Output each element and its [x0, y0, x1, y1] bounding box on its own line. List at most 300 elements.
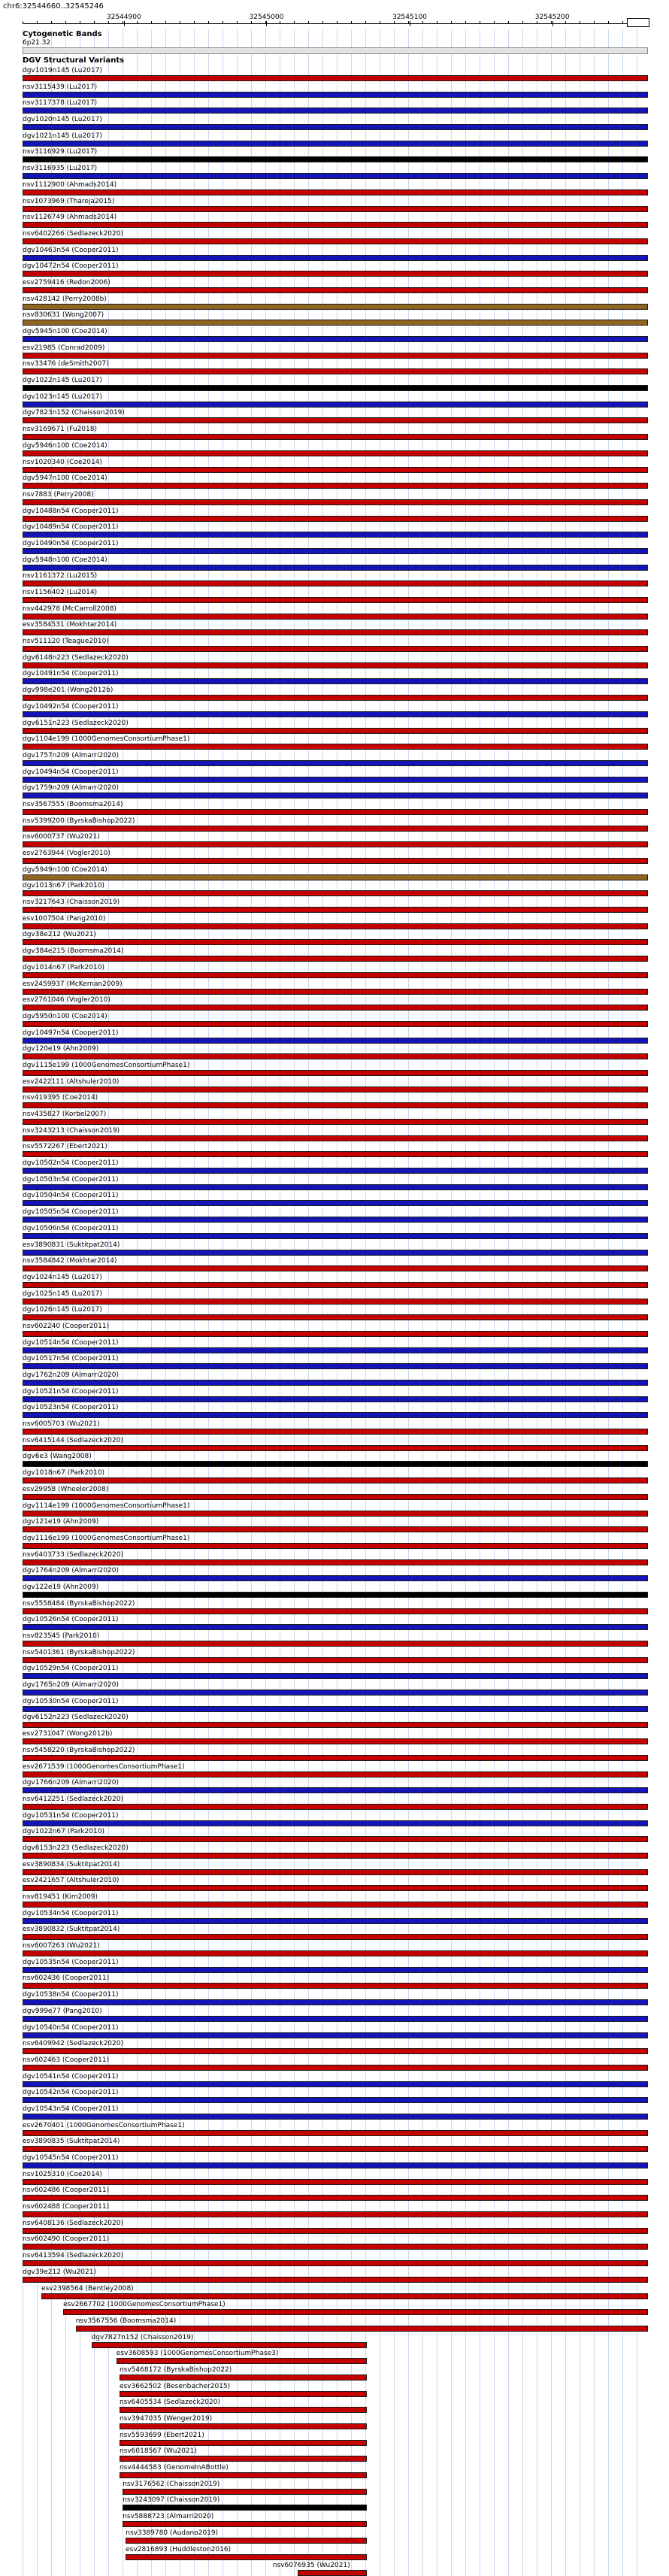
variant-bar[interactable] [23, 1396, 648, 1402]
variant-bar[interactable] [23, 1853, 648, 1859]
variant-label[interactable]: nsv823545 (Park2010) [23, 1632, 100, 1640]
variant-label[interactable]: nsv1073969 (Thareja2015) [23, 197, 115, 205]
variant-bar[interactable] [23, 1608, 648, 1614]
variant-label[interactable]: dgv6151n223 (Sedlazeck2020) [23, 719, 129, 727]
variant-label[interactable]: dgv1114e199 (1000GenomesConsortiumPhase1) [23, 1502, 190, 1510]
variant-bar[interactable] [298, 2570, 367, 2576]
variant-bar[interactable] [126, 2538, 366, 2544]
variant-label[interactable]: dgv1013n67 (Park2010) [23, 882, 105, 890]
variant-bar[interactable] [23, 1477, 648, 1483]
variant-bar[interactable] [23, 2260, 648, 2266]
variant-label[interactable]: dgv38e212 (Wu2021) [23, 931, 96, 939]
variant-bar[interactable] [23, 1363, 648, 1369]
variant-bar[interactable] [23, 1168, 648, 1174]
variant-bar[interactable] [23, 189, 648, 195]
variant-label[interactable]: nsv6403733 (Sedlazeck2020) [23, 1550, 123, 1559]
variant-label[interactable]: nsv3217643 (Chaisson2019) [23, 899, 120, 907]
variant-label[interactable]: nsv3116929 (Lu2017) [23, 148, 98, 156]
variant-label[interactable]: dgv10491n54 (Cooper2011) [23, 670, 119, 678]
variant-label[interactable]: dgv1757n209 (Almarri2020) [23, 751, 120, 759]
variant-label[interactable]: esv29958 (Wheeler2008) [23, 1485, 109, 1493]
variant-bar[interactable] [23, 2016, 648, 2022]
variant-bar[interactable] [23, 2130, 648, 2136]
variant-label[interactable]: dgv1025n145 (Lu2017) [23, 1290, 102, 1298]
variant-label[interactable]: dgv10529n54 (Cooper2011) [23, 1665, 119, 1673]
variant-bar[interactable] [126, 2554, 366, 2560]
variant-label[interactable]: dgv10505n54 (Cooper2011) [23, 1208, 119, 1217]
variant-label[interactable]: dgv1104e199 (1000GenomesConsortiumPhase1) [23, 735, 190, 744]
variant-label[interactable]: nsv3115439 (Lu2017) [23, 83, 98, 91]
variant-label[interactable]: dgv10541n54 (Cooper2011) [23, 2072, 119, 2080]
variant-label[interactable]: nsv602490 (Cooper2011) [23, 2235, 110, 2244]
variant-bar[interactable] [23, 238, 648, 244]
variant-bar[interactable] [23, 777, 648, 783]
variant-label[interactable]: nsv6405534 (Sedlazeck2020) [119, 2399, 220, 2407]
variant-label[interactable]: nsv3947035 (Wenger2019) [119, 2415, 213, 2423]
variant-bar[interactable] [23, 1690, 648, 1696]
variant-label[interactable]: dgv5950n100 (Coe2014) [23, 1012, 107, 1020]
variant-bar[interactable] [23, 320, 648, 326]
variant-label[interactable]: dgv1014n67 (Park2010) [23, 963, 105, 971]
variant-label[interactable]: dgv7827n152 (Chaisson2019) [91, 2333, 194, 2341]
variant-bar[interactable] [23, 1526, 648, 1532]
variant-label[interactable]: esv3890835 (Suktitpat2014) [23, 2138, 120, 2146]
variant-label[interactable]: dgv10506n54 (Cooper2011) [23, 1224, 119, 1232]
variant-label[interactable]: nsv602488 (Cooper2011) [23, 2203, 110, 2211]
variant-label[interactable]: nsv5399200 (ByrskaBishop2022) [23, 817, 135, 825]
variant-label[interactable]: nsv602463 (Cooper2011) [23, 2056, 110, 2064]
variant-bar[interactable] [23, 417, 648, 423]
variant-bar[interactable] [23, 1592, 648, 1598]
variant-bar[interactable] [23, 1543, 648, 1549]
variant-label[interactable]: nsv6409942 (Sedlazeck2020) [23, 2040, 123, 2048]
variant-label[interactable]: dgv1018n67 (Park2010) [23, 1469, 105, 1477]
variant-bar[interactable] [23, 499, 648, 505]
variant-bar[interactable] [23, 989, 648, 995]
variant-bar[interactable] [23, 2277, 648, 2283]
variant-bar[interactable] [23, 2179, 648, 2185]
variant-bar[interactable] [92, 2342, 367, 2348]
variant-bar[interactable] [23, 874, 648, 880]
variant-bar[interactable] [23, 368, 648, 374]
variant-label[interactable]: nsv4444583 (GenomeInABottle) [119, 2464, 229, 2472]
variant-bar[interactable] [23, 287, 648, 293]
variant-label[interactable]: dgv121e19 (Ahn2009) [23, 1518, 99, 1526]
variant-label[interactable]: dgv10504n54 (Cooper2011) [23, 1192, 119, 1200]
variant-bar[interactable] [23, 565, 648, 571]
variant-bar[interactable] [23, 1771, 648, 1777]
variant-label[interactable]: dgv1022n145 (Lu2017) [23, 377, 102, 385]
variant-bar[interactable] [23, 809, 648, 815]
variant-label[interactable]: nsv435827 (Korbel2007) [23, 1111, 107, 1118]
variant-bar[interactable] [23, 206, 648, 212]
variant-label[interactable]: esv2761046 (Vogler2010) [23, 996, 110, 1005]
variant-label[interactable]: dgv6153n223 (Sedlazeck2020) [23, 1844, 129, 1852]
variant-label[interactable]: dgv998e201 (Wong2012b) [23, 686, 114, 695]
variant-bar[interactable] [23, 1559, 648, 1565]
variant-bar[interactable] [41, 2293, 648, 2299]
variant-label[interactable]: dgv10534n54 (Cooper2011) [23, 1909, 119, 1917]
variant-bar[interactable] [23, 1119, 648, 1125]
variant-label[interactable]: nsv602240 (Cooper2011) [23, 1322, 110, 1330]
variant-bar[interactable] [23, 1494, 648, 1500]
variant-label[interactable]: esv2398564 (Bentley2008) [41, 2284, 134, 2293]
variant-bar[interactable] [23, 173, 648, 179]
variant-label[interactable]: dgv6152n223 (Sedlazeck2020) [23, 1714, 129, 1722]
variant-label[interactable]: dgv1022n67 (Park2010) [23, 1828, 105, 1836]
variant-label[interactable]: nsv3117378 (Lu2017) [23, 99, 98, 108]
variant-label[interactable]: dgv5947n100 (Coe2014) [23, 474, 107, 483]
variant-bar[interactable] [23, 1282, 648, 1288]
variant-bar[interactable] [23, 1461, 648, 1467]
variant-label[interactable]: nsv830631 (Wong2007) [23, 311, 104, 320]
variant-label[interactable]: nsv602436 (Cooper2011) [23, 1974, 110, 1983]
variant-label[interactable]: nsv428142 (Perry2008b) [23, 295, 107, 303]
variant-bar[interactable] [23, 1314, 648, 1320]
variant-label[interactable]: dgv10526n54 (Cooper2011) [23, 1616, 119, 1624]
variant-label[interactable]: dgv120e19 (Ahn2009) [23, 1045, 99, 1053]
variant-label[interactable]: esv2731047 (Wong2012b) [23, 1730, 113, 1738]
variant-label[interactable]: esv3890832 (Suktitpat2014) [23, 1926, 120, 1934]
variant-label[interactable]: dgv10531n54 (Cooper2011) [23, 1811, 119, 1820]
variant-label[interactable]: dgv1019n145 (Lu2017) [23, 67, 102, 74]
variant-label[interactable]: dgv10543n54 (Cooper2011) [23, 2105, 119, 2113]
variant-bar[interactable] [120, 2456, 367, 2462]
variant-label[interactable]: nsv7883 (Perry2008) [23, 490, 94, 499]
variant-label[interactable]: nsv6076935 (Wu2021) [272, 2562, 350, 2570]
variant-bar[interactable] [23, 629, 648, 635]
variant-bar[interactable] [23, 2228, 648, 2234]
variant-label[interactable]: dgv10540n54 (Cooper2011) [23, 2023, 119, 2032]
variant-bar[interactable] [23, 1787, 648, 1793]
variant-bar[interactable] [23, 108, 648, 114]
variant-label[interactable]: dgv10503n54 (Cooper2011) [23, 1175, 119, 1183]
variant-label[interactable]: nsv1112900 (Ahmads2014) [23, 180, 117, 189]
variant-bar[interactable] [23, 1200, 648, 1206]
variant-label[interactable]: esv2422111 (Altshuler2010) [23, 1077, 120, 1086]
variant-label[interactable]: dgv384e215 (Boomsma2014) [23, 947, 124, 956]
variant-label[interactable]: dgv5945n100 (Coe2014) [23, 328, 107, 335]
variant-bar[interactable] [23, 744, 648, 750]
variant-label[interactable]: esv1007504 (Pang2010) [23, 914, 106, 923]
variant-bar[interactable] [23, 1135, 648, 1141]
variant-bar[interactable] [23, 1902, 648, 1908]
variant-bar[interactable] [23, 2097, 648, 2103]
variant-bar[interactable] [23, 2211, 648, 2217]
variant-bar[interactable] [23, 222, 648, 228]
variant-bar[interactable] [23, 255, 648, 261]
variant-label[interactable]: nsv3176562 (Chaisson2019) [123, 2480, 220, 2488]
variant-bar[interactable] [23, 1836, 648, 1842]
variant-bar[interactable] [23, 1934, 648, 1940]
variant-label[interactable]: esv2759416 (Redon2006) [23, 278, 110, 286]
variant-label[interactable]: nsv1126749 (Ahmads2014) [23, 214, 117, 222]
variant-label[interactable]: esv2816893 (Huddleston2016) [126, 2545, 232, 2553]
variant-label[interactable]: nsv6412251 (Sedlazeck2020) [23, 1795, 123, 1803]
variant-bar[interactable] [23, 890, 648, 896]
variant-label[interactable]: dgv1020n145 (Lu2017) [23, 116, 102, 124]
variant-label[interactable]: dgv10521n54 (Cooper2011) [23, 1387, 119, 1396]
variant-label[interactable]: nsv419395 (Coe2014) [23, 1094, 98, 1102]
variant-bar[interactable] [23, 1250, 648, 1256]
variant-label[interactable]: dgv999e77 (Pang2010) [23, 2007, 102, 2015]
variant-label[interactable]: dgv10542n54 (Cooper2011) [23, 2089, 119, 2097]
variant-label[interactable]: nsv5593699 (Ebert2021) [119, 2431, 204, 2439]
variant-label[interactable]: nsv6413594 (Sedlazeck2020) [23, 2252, 123, 2260]
variant-bar[interactable] [23, 124, 648, 130]
variant-label[interactable]: dgv10514n54 (Cooper2011) [23, 1338, 119, 1347]
variant-label[interactable]: dgv10545n54 (Cooper2011) [23, 2154, 119, 2162]
variant-bar[interactable] [23, 646, 648, 652]
variant-label[interactable]: nsv6402266 (Sedlazeck2020) [23, 229, 123, 238]
variant-label[interactable]: esv3890834 (Suktitpat2014) [23, 1860, 120, 1868]
variant-label[interactable]: dgv10463n54 (Cooper2011) [23, 246, 119, 254]
variant-bar[interactable] [23, 385, 648, 391]
variant-bar[interactable] [23, 841, 648, 847]
variant-bar[interactable] [120, 2472, 367, 2478]
variant-label[interactable]: nsv819451 (Kim2009) [23, 1893, 98, 1901]
variant-label[interactable]: nsv5458220 (ByrskaBishop2022) [23, 1746, 135, 1754]
variant-bar[interactable] [23, 2162, 648, 2168]
variant-label[interactable]: dgv10535n54 (Cooper2011) [23, 1958, 119, 1966]
variant-bar[interactable] [23, 1005, 648, 1011]
variant-bar[interactable] [63, 2309, 648, 2315]
variant-bar[interactable] [23, 2048, 648, 2054]
variant-bar[interactable] [23, 467, 648, 473]
variant-label[interactable]: nsv5888723 (Almarri2020) [123, 2513, 214, 2521]
variant-label[interactable]: dgv1024n145 (Lu2017) [23, 1273, 102, 1281]
variant-label[interactable]: esv3608593 (1000GenomesConsortiumPhase3) [116, 2350, 279, 2358]
variant-bar[interactable] [23, 1331, 648, 1337]
variant-bar[interactable] [23, 695, 648, 701]
variant-bar[interactable] [23, 1869, 648, 1875]
variant-label[interactable]: nsv442978 (McCarroll2008) [23, 605, 117, 613]
variant-bar[interactable] [23, 1950, 648, 1956]
variant-bar[interactable] [23, 336, 648, 342]
variant-bar[interactable] [120, 2423, 367, 2429]
variant-bar[interactable] [23, 678, 648, 684]
variant-label[interactable]: nsv1025310 (Coe2014) [23, 2170, 102, 2178]
variant-bar[interactable] [123, 2489, 366, 2495]
variant-bar[interactable] [23, 1233, 648, 1239]
variant-label[interactable]: dgv1023n145 (Lu2017) [23, 392, 102, 401]
variant-label[interactable]: dgv10538n54 (Cooper2011) [23, 1991, 119, 1999]
variant-bar[interactable] [23, 858, 648, 864]
variant-bar[interactable] [23, 1217, 648, 1223]
variant-label[interactable]: nsv3567556 (Boomsma2014) [75, 2317, 177, 2325]
variant-bar[interactable] [23, 450, 648, 456]
variant-label[interactable]: dgv6148n223 (Sedlazeck2020) [23, 653, 129, 662]
variant-label[interactable]: dgv10489n54 (Cooper2011) [23, 523, 119, 532]
variant-bar[interactable] [23, 1641, 648, 1647]
variant-bar[interactable] [23, 597, 648, 603]
variant-label[interactable]: nsv3169671 (Fu2018) [23, 426, 97, 434]
variant-label[interactable]: esv3890831 (Suktitpat2014) [23, 1241, 120, 1249]
variant-bar[interactable] [120, 2391, 367, 2397]
variant-bar[interactable] [23, 1918, 648, 1924]
variant-bar[interactable] [123, 2505, 366, 2511]
variant-label[interactable]: nsv5572267 (Ebert2021) [23, 1143, 107, 1151]
variant-bar[interactable] [23, 1511, 648, 1517]
variant-label[interactable]: dgv10492n54 (Cooper2011) [23, 702, 119, 711]
variant-label[interactable]: dgv6e3 (Wang2008) [23, 1453, 92, 1461]
variant-label[interactable]: nsv3584842 (Mokhtar2014) [23, 1257, 117, 1265]
variant-bar[interactable] [23, 434, 648, 440]
variant-label[interactable]: nsv6005703 (Wu2021) [23, 1420, 100, 1429]
variant-label[interactable]: dgv10497n54 (Cooper2011) [23, 1029, 119, 1037]
variant-label[interactable]: dgv5948n100 (Coe2014) [23, 556, 107, 564]
variant-label[interactable]: dgv1766n209 (Almarri2020) [23, 1779, 120, 1787]
variant-label[interactable]: dgv10523n54 (Cooper2011) [23, 1404, 119, 1412]
variant-bar[interactable] [23, 2081, 648, 2087]
variant-bar[interactable] [23, 1380, 648, 1386]
variant-bar[interactable] [23, 792, 648, 799]
variant-label[interactable]: nsv6018567 (Wu2021) [119, 2447, 197, 2456]
variant-bar[interactable] [23, 1102, 648, 1108]
variant-bar[interactable] [23, 304, 648, 310]
variant-bar[interactable] [23, 516, 648, 522]
variant-label[interactable]: dgv1021n145 (Lu2017) [23, 132, 102, 140]
variant-label[interactable]: nsv5558484 (ByrskaBishop2022) [23, 1599, 135, 1608]
variant-label[interactable]: esv2421657 (Altshuler2010) [23, 1877, 120, 1885]
variant-label[interactable]: nsv3389780 (Audano2019) [126, 2529, 219, 2537]
variant-label[interactable]: esv2671539 (1000GenomesConsortiumPhase1) [23, 1762, 185, 1771]
variant-label[interactable]: nsv3243097 (Chaisson2019) [123, 2496, 220, 2505]
variant-bar[interactable] [23, 1804, 648, 1810]
variant-bar[interactable] [23, 1412, 648, 1418]
variant-bar[interactable] [23, 711, 648, 717]
variant-bar[interactable] [23, 1347, 648, 1353]
variant-bar[interactable] [23, 1299, 648, 1305]
variant-bar[interactable] [23, 972, 648, 978]
variant-label[interactable]: nsv3116935 (Lu2017) [23, 165, 98, 173]
variant-bar[interactable] [23, 1657, 648, 1663]
variant-label[interactable]: dgv1762n209 (Almarri2020) [23, 1371, 120, 1379]
variant-bar[interactable] [23, 956, 648, 962]
variant-label[interactable]: dgv1765n209 (Almarri2020) [23, 1681, 120, 1690]
variant-bar[interactable] [23, 1706, 648, 1712]
variant-label[interactable]: nsv3567555 (Boomsma2014) [23, 800, 123, 808]
variant-label[interactable]: dgv1116e199 (1000GenomesConsortiumPhase1) [23, 1534, 190, 1542]
variant-bar[interactable] [23, 548, 648, 554]
variant-label[interactable]: nsv6408136 (Sedlazeck2020) [23, 2219, 123, 2227]
variant-bar[interactable] [23, 923, 648, 929]
variant-bar[interactable] [23, 826, 648, 832]
variant-bar[interactable] [23, 141, 648, 147]
variant-label[interactable]: nsv1161372 (Lu2015) [23, 572, 98, 580]
variant-bar[interactable] [23, 1820, 648, 1826]
variant-bar[interactable] [23, 1184, 648, 1190]
variant-label[interactable]: nsv6007263 (Wu2021) [23, 1942, 100, 1950]
variant-bar[interactable] [23, 1038, 648, 1044]
variant-label[interactable]: dgv5949n100 (Coe2014) [23, 865, 107, 874]
variant-bar[interactable] [23, 1999, 648, 2005]
variant-bar[interactable] [23, 1445, 648, 1451]
variant-bar[interactable] [23, 2114, 648, 2120]
variant-bar[interactable] [23, 1885, 648, 1891]
variant-label[interactable]: esv3662502 (Besenbacher2015) [119, 2382, 231, 2390]
variant-label[interactable]: dgv10490n54 (Cooper2011) [23, 539, 119, 547]
variant-label[interactable]: esv21985 (Conrad2009) [23, 344, 105, 352]
variant-label[interactable]: nsv5401361 (ByrskaBishop2022) [23, 1648, 135, 1656]
variant-label[interactable]: nsv3243213 (Chaisson2019) [23, 1126, 120, 1135]
variant-bar[interactable] [23, 1722, 648, 1728]
variant-bar[interactable] [23, 1429, 648, 1435]
variant-label[interactable]: esv3584531 (Mokhtar2014) [23, 621, 117, 629]
variant-bar[interactable] [120, 2407, 367, 2413]
variant-bar[interactable] [23, 1575, 648, 1581]
variant-bar[interactable] [117, 2358, 367, 2364]
variant-label[interactable]: dgv10502n54 (Cooper2011) [23, 1159, 119, 1168]
variant-bar[interactable] [23, 1053, 648, 1059]
variant-label[interactable]: dgv10472n54 (Cooper2011) [23, 262, 119, 271]
variant-label[interactable]: nsv511120 (Teague2010) [23, 638, 109, 646]
variant-bar[interactable] [23, 1755, 648, 1761]
variant-label[interactable]: esv2763944 (Vogler2010) [23, 850, 110, 857]
variant-bar[interactable] [23, 271, 648, 277]
variant-bar[interactable] [23, 1021, 648, 1027]
variant-label[interactable]: dgv5946n100 (Coe2014) [23, 441, 107, 450]
variant-bar[interactable] [23, 2244, 648, 2250]
variant-bar[interactable] [23, 402, 648, 408]
variant-bar[interactable] [23, 760, 648, 766]
variant-bar[interactable] [23, 662, 648, 668]
variant-bar[interactable] [23, 1673, 648, 1679]
variant-bar[interactable] [23, 907, 648, 913]
variant-label[interactable]: dgv10517n54 (Cooper2011) [23, 1355, 119, 1363]
variant-bar[interactable] [23, 156, 648, 162]
variant-label[interactable]: dgv10530n54 (Cooper2011) [23, 1697, 119, 1705]
variant-bar[interactable] [23, 1624, 648, 1630]
variant-label[interactable]: dgv10494n54 (Cooper2011) [23, 768, 119, 776]
variant-bar[interactable] [23, 939, 648, 945]
variant-label[interactable]: nsv5468172 (ByrskaBishop2022) [119, 2365, 232, 2374]
variant-label[interactable]: dgv7823n152 (Chaisson2019) [23, 409, 125, 417]
variant-bar[interactable] [23, 75, 648, 81]
variant-label[interactable]: dgv1764n209 (Almarri2020) [23, 1567, 120, 1575]
variant-bar[interactable] [23, 1983, 648, 1989]
variant-label[interactable]: esv2670401 (1000GenomesConsortiumPhase1) [23, 2121, 185, 2129]
variant-bar[interactable] [23, 580, 648, 586]
variant-label[interactable]: dgv1026n145 (Lu2017) [23, 1306, 102, 1314]
variant-bar[interactable] [23, 1738, 648, 1744]
variant-label[interactable]: esv2459937 (McKernan2009) [23, 980, 123, 988]
variant-label[interactable]: nsv1156402 (Lu2014) [23, 589, 98, 596]
variant-label[interactable]: esv2667702 (1000GenomesConsortiumPhase1) [63, 2301, 226, 2309]
variant-bar[interactable] [23, 2065, 648, 2071]
variant-label[interactable]: dgv1759n209 (Almarri2020) [23, 784, 120, 792]
variant-bar[interactable] [23, 2032, 648, 2038]
variant-bar[interactable] [23, 532, 648, 538]
variant-bar[interactable] [23, 614, 648, 620]
variant-bar[interactable] [23, 1086, 648, 1093]
variant-label[interactable]: nsv1020340 (Coe2014) [23, 458, 102, 466]
cytoband-bar[interactable] [23, 47, 648, 54]
variant-label[interactable]: nsv6000737 (Wu2021) [23, 833, 100, 841]
variant-label[interactable]: nsv33476 (deSmith2007) [23, 360, 109, 368]
variant-label[interactable]: nsv6415144 (Sedlazeck2020) [23, 1436, 123, 1444]
variant-bar[interactable] [76, 2326, 648, 2332]
variant-bar[interactable] [23, 728, 648, 734]
variant-label[interactable]: nsv602486 (Cooper2011) [23, 2187, 110, 2195]
variant-bar[interactable] [23, 2146, 648, 2152]
variant-bar[interactable] [23, 353, 648, 359]
variant-bar[interactable] [120, 2440, 367, 2446]
variant-label[interactable]: dgv122e19 (Ahn2009) [23, 1583, 99, 1591]
variant-label[interactable]: dgv10488n54 (Cooper2011) [23, 507, 119, 515]
variant-label[interactable]: dgv39e212 (Wu2021) [23, 2268, 96, 2276]
variant-bar[interactable] [23, 2195, 648, 2201]
